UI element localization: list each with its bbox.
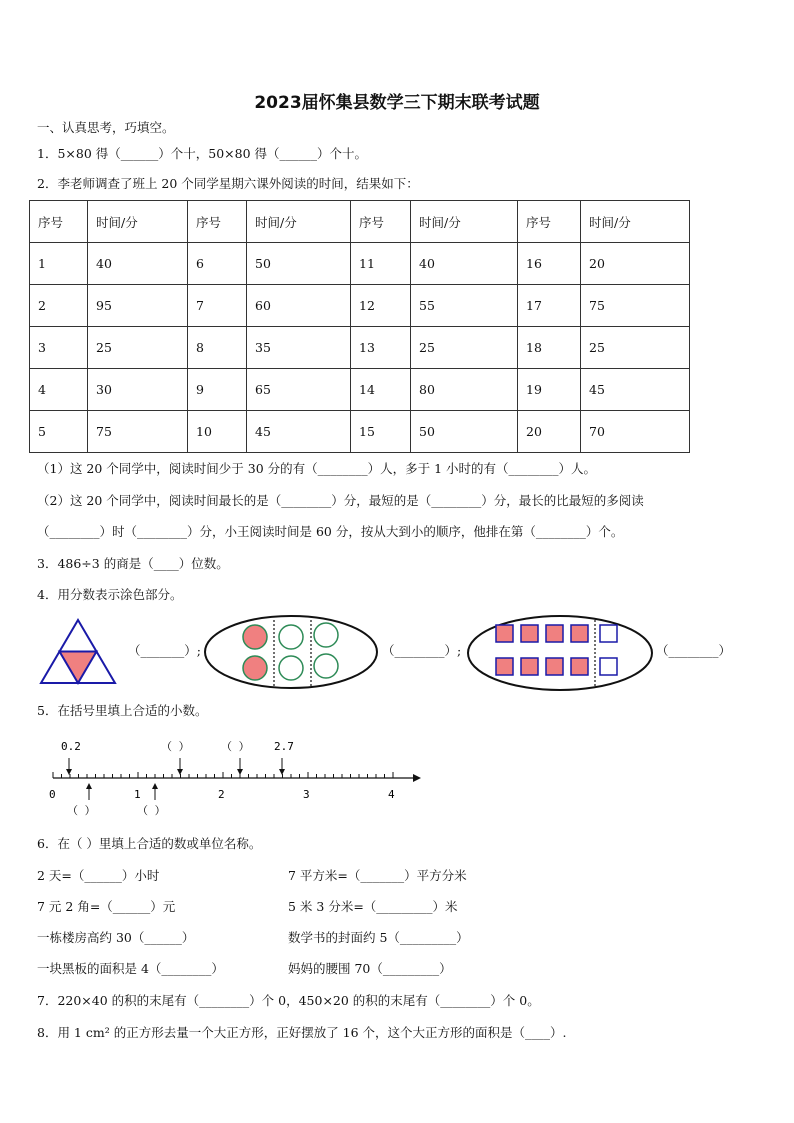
table-cell: 11 — [351, 243, 411, 285]
table-cell: 25 — [411, 327, 518, 369]
table-cell: 12 — [351, 285, 411, 327]
shaded-square — [546, 625, 563, 642]
header-cell: 时间/分 — [88, 201, 188, 243]
question-2-sub2b: （________）时（________）分，小王阅读时间是 60 分，按从大到小的顺序，他排在第（________）个。 — [37, 524, 624, 539]
reading-time-table — [29, 200, 690, 453]
question-5: 5．在括号里填上合适的小数。 — [37, 703, 208, 718]
q6-item: 数学书的封面约 5（_________） — [288, 930, 469, 945]
header-cell: 时间/分 — [247, 201, 351, 243]
table-cell: 2 — [30, 285, 88, 327]
squares-oval-figure — [466, 614, 654, 692]
table-cell: 35 — [247, 327, 351, 369]
table-cell: 17 — [518, 285, 581, 327]
label-blank-bottom-1: （ ） — [67, 804, 96, 817]
table-cell: 50 — [411, 411, 518, 453]
shaded-square — [496, 658, 513, 675]
question-7: 7．220×40 的积的末尾有（________）个 0，450×20 的积的末尾有（________）个 0。 — [37, 993, 540, 1008]
table-cell: 70 — [581, 411, 690, 453]
table-cell: 40 — [88, 243, 188, 285]
table-cell: 30 — [88, 369, 188, 411]
q6-item: 一块黑板的面积是 4（________） — [37, 961, 224, 976]
table-cell: 45 — [247, 411, 351, 453]
label-blank-top-1: （ ） — [161, 740, 190, 753]
axis-number-0: 0 — [49, 788, 56, 801]
table-cell: 20 — [518, 411, 581, 453]
axis-number-3: 3 — [303, 788, 310, 801]
table-cell: 20 — [581, 243, 690, 285]
shaded-circle — [243, 656, 267, 680]
table-cell: 19 — [518, 369, 581, 411]
shaded-circle — [243, 625, 267, 649]
table-cell: 5 — [30, 411, 88, 453]
question-8: 8．用 1 cm² 的正方形去量一个大正方形，正好摆放了 16 个，这个大正方形的面积是（____）. — [37, 1025, 567, 1040]
table-cell: 60 — [247, 285, 351, 327]
axis-number-2: 2 — [218, 788, 225, 801]
circles-oval-figure — [203, 614, 379, 690]
q6-item: 7 平方米=（_______）平方分米 — [288, 868, 467, 883]
label-2.7: 2.7 — [274, 740, 294, 753]
question-6: 6．在（ ）里填上合适的数或单位名称。 — [37, 836, 262, 851]
empty-circle — [314, 623, 338, 647]
table-cell: 14 — [351, 369, 411, 411]
empty-square — [600, 658, 617, 675]
table-cell: 3 — [30, 327, 88, 369]
q6-item: 7 元 2 角=（______）元 — [37, 899, 176, 914]
q6-item: 5 米 3 分米=（_________）米 — [288, 899, 458, 914]
table-cell: 9 — [188, 369, 247, 411]
table-cell: 25 — [581, 327, 690, 369]
shaded-square — [571, 625, 588, 642]
question-3: 3．486÷3 的商是（____）位数。 — [37, 556, 229, 571]
number-line-ticks — [53, 772, 393, 778]
question-2-sub1: （1）这 20 个同学中，阅读时间少于 30 分的有（________）人，多于 1 小时的有（________）人。 — [37, 461, 597, 476]
question-2-sub2a: （2）这 20 个同学中，阅读时间最长的是（________）分，最短的是（________）分，最长的比最短的多阅读 — [37, 493, 644, 508]
q6-item: 2 天=（______）小时 — [37, 868, 160, 883]
answer-blank-1: （_______）; — [128, 643, 201, 658]
q6-item: 一栋楼房高约 30（______） — [37, 930, 195, 945]
table-cell: 16 — [518, 243, 581, 285]
shaded-square — [521, 625, 538, 642]
number-line — [45, 736, 425, 822]
table-cell: 50 — [247, 243, 351, 285]
table-cell: 7 — [188, 285, 247, 327]
table-cell: 1 — [30, 243, 88, 285]
label-blank-top-2: （ ） — [221, 740, 250, 753]
axis-number-1: 1 — [134, 788, 141, 801]
triangle-figure — [38, 617, 118, 687]
table-cell: 75 — [88, 411, 188, 453]
empty-circle — [314, 654, 338, 678]
table-row — [30, 285, 690, 327]
header-cell: 序号 — [188, 201, 247, 243]
shaded-square — [521, 658, 538, 675]
table-cell: 15 — [351, 411, 411, 453]
question-4: 4．用分数表示涂色部分。 — [37, 587, 183, 602]
axis-number-4: 4 — [388, 788, 395, 801]
table-cell: 6 — [188, 243, 247, 285]
table-cell: 18 — [518, 327, 581, 369]
table-cell: 4 — [30, 369, 88, 411]
table-row — [30, 243, 690, 285]
table-cell: 95 — [88, 285, 188, 327]
header-cell: 序号 — [351, 201, 411, 243]
empty-circle — [279, 656, 303, 680]
empty-circle — [279, 625, 303, 649]
page-title: 2023届怀集县数学三下期末联考试题 — [254, 93, 540, 113]
table-cell: 40 — [411, 243, 518, 285]
shaded-square — [546, 658, 563, 675]
answer-blank-3: （________） — [656, 643, 732, 658]
q6-item: 妈妈的腰围 70（_________） — [288, 961, 452, 976]
table-cell: 55 — [411, 285, 518, 327]
answer-blank-2: （________）; — [382, 643, 462, 658]
table-cell: 75 — [581, 285, 690, 327]
shaded-square — [571, 658, 588, 675]
table-cell: 45 — [581, 369, 690, 411]
table-cell: 25 — [88, 327, 188, 369]
header-cell: 时间/分 — [581, 201, 690, 243]
table-row — [30, 411, 690, 453]
table-row — [30, 369, 690, 411]
empty-square — [600, 625, 617, 642]
table-cell: 65 — [247, 369, 351, 411]
question-2-intro: 2．李老师调查了班上 20 个同学星期六课外阅读的时间，结果如下： — [37, 176, 419, 191]
header-cell: 序号 — [30, 201, 88, 243]
table-cell: 80 — [411, 369, 518, 411]
table-cell: 10 — [188, 411, 247, 453]
table-header-row — [30, 201, 690, 243]
section-heading: 一、认真思考，巧填空。 — [37, 120, 175, 135]
shaded-square — [496, 625, 513, 642]
table-row — [30, 327, 690, 369]
table-cell: 13 — [351, 327, 411, 369]
label-blank-bottom-2: （ ） — [137, 804, 166, 817]
label-0.2: 0.2 — [61, 740, 81, 753]
question-1: 1．5×80 得（______）个十，50×80 得（______）个十。 — [37, 146, 368, 161]
header-cell: 序号 — [518, 201, 581, 243]
header-cell: 时间/分 — [411, 201, 518, 243]
table-cell: 8 — [188, 327, 247, 369]
